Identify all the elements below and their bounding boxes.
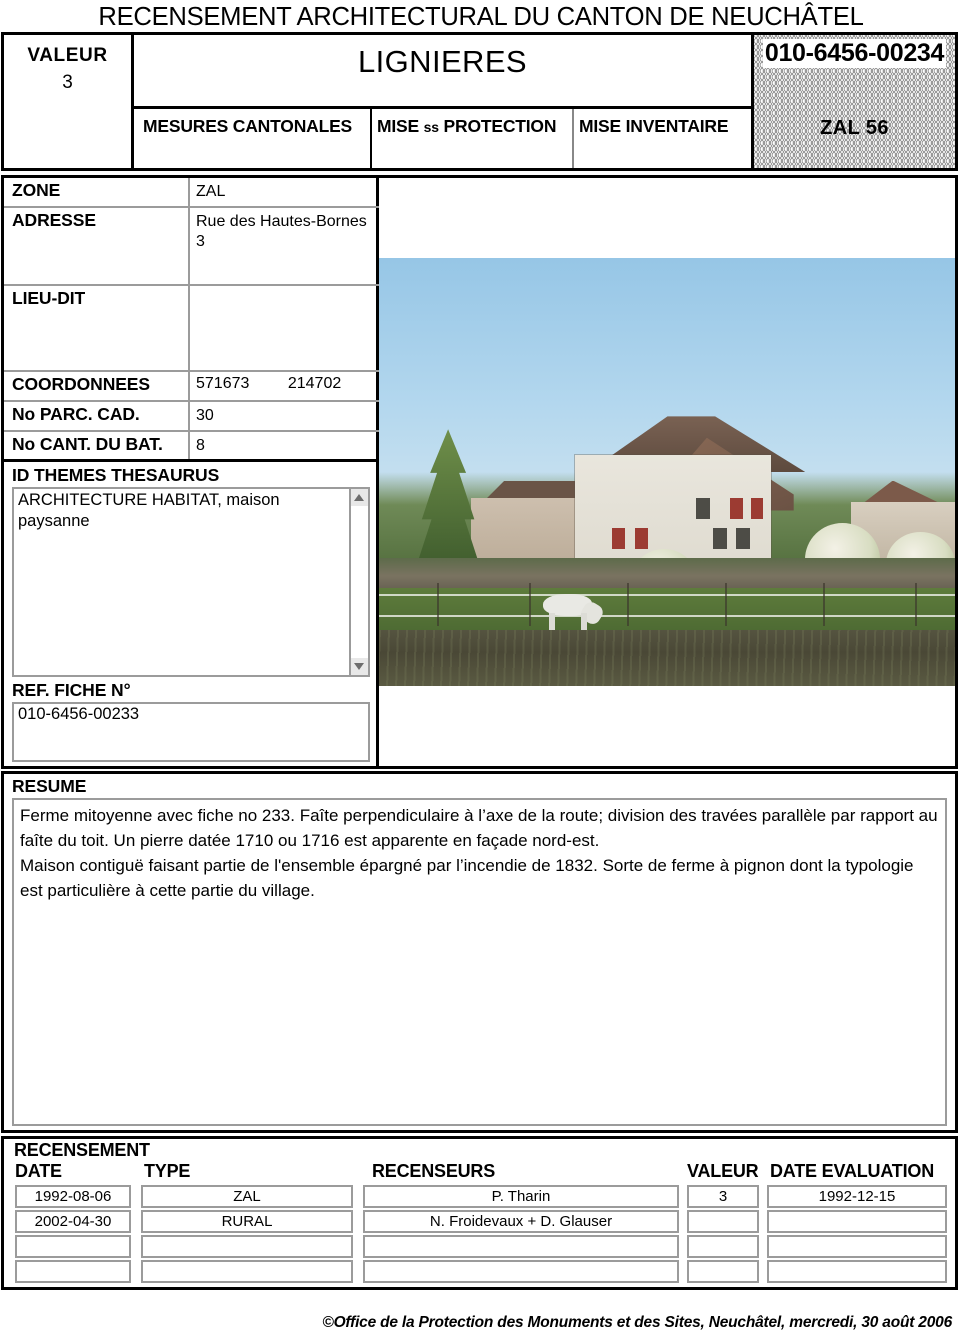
cell-valeur[interactable]: 3	[687, 1185, 759, 1208]
mise-inventaire-label: MISE INVENTAIRE	[579, 116, 729, 136]
recensement-title: RECENSEMENT	[14, 1140, 150, 1160]
photo-window	[736, 528, 750, 549]
fiche-zone-code: ZAL 56	[820, 117, 889, 139]
photo-window	[713, 528, 727, 549]
header-block	[1, 32, 958, 171]
cell-date[interactable]	[15, 1235, 131, 1258]
column-divider	[188, 286, 190, 370]
cell-date[interactable]	[15, 1260, 131, 1283]
resume-block	[1, 771, 958, 1133]
photo-field-furrows	[379, 630, 955, 686]
resume-textarea[interactable]	[12, 798, 947, 1126]
column-divider	[188, 402, 190, 430]
cell-recenseurs[interactable]: P. Tharin	[363, 1185, 679, 1208]
column-header-recenseurs: RECENSEURS	[372, 1161, 496, 1181]
building-photograph	[379, 258, 955, 686]
photo-shutter	[730, 498, 743, 519]
cell-recenseurs[interactable]	[363, 1235, 679, 1258]
fiche-id-number: 010-6456-00234	[764, 39, 945, 67]
cell-date[interactable]: 1992-08-06	[15, 1185, 131, 1208]
label-no-cant-du-bat: No CANT. DU BAT.	[12, 434, 163, 454]
column-header-valeur: VALEUR	[687, 1161, 759, 1181]
resume-paragraph-2: Maison contiguë faisant partie de l'ensemble épargné par l’incendie de 1832. Sorte de ferme à pignon dont la typologie est particulière à cette partie du village.	[20, 856, 914, 900]
cell-recenseurs[interactable]: N. Froidevaux + D. Glauser	[363, 1210, 679, 1233]
cell-type[interactable]: RURAL	[141, 1210, 353, 1233]
value-zone[interactable]: ZAL	[196, 183, 226, 200]
measures-row	[134, 109, 751, 168]
table-row	[4, 1210, 955, 1235]
resume-title: RESUME	[12, 776, 87, 796]
cell-recenseurs[interactable]	[363, 1260, 679, 1283]
cell-type[interactable]	[141, 1260, 353, 1283]
coordonnee-x: 571673	[196, 375, 250, 392]
photo-fence-tape	[379, 615, 955, 617]
ref-fiche-title: REF. FICHE N°	[12, 680, 131, 700]
table-row	[4, 1235, 955, 1260]
cell-date-evaluation[interactable]	[767, 1235, 947, 1258]
label-no-parc-cad: No PARC. CAD.	[12, 404, 140, 424]
field-row-lieu-dit	[4, 286, 379, 372]
label-adresse: ADRESSE	[12, 210, 96, 230]
coordonnee-y: 214702	[287, 375, 342, 392]
field-row-no-cantonal-batiment	[4, 432, 379, 462]
thesaurus-title: ID THEMES THESAURUS	[12, 465, 220, 485]
resume-text	[20, 803, 938, 903]
thesaurus-textarea[interactable]	[12, 487, 370, 677]
thesaurus-text: ARCHITECTURE HABITAT, maison paysanne	[18, 491, 280, 530]
identification-column	[4, 178, 379, 766]
table-row	[4, 1185, 955, 1210]
photo-garden-wall	[379, 558, 955, 588]
value-no-parc-cad[interactable]: 30	[196, 407, 214, 424]
column-header-date: DATE	[15, 1161, 62, 1181]
mise-inventaire-cell[interactable]	[574, 109, 751, 168]
mesures-cantonales-label: MESURES CANTONALES	[143, 116, 353, 136]
table-row	[4, 1260, 955, 1285]
valeur-value: 3	[62, 72, 73, 93]
photo-fence-post	[915, 583, 917, 626]
mise-ss-protection-label-main: MISE	[377, 116, 419, 136]
value-no-cant-du-bat[interactable]: 8	[196, 437, 205, 454]
photo-fence-post	[529, 583, 531, 626]
cell-valeur[interactable]	[687, 1210, 759, 1233]
mise-ss-protection-label-end: PROTECTION	[443, 116, 557, 136]
photo-fence-post	[627, 583, 629, 626]
field-row-zone	[4, 178, 379, 208]
photo-fence-post	[725, 583, 727, 626]
field-row-coordonnees	[4, 372, 379, 402]
ref-fiche-value: 010-6456-00233	[18, 705, 140, 723]
valeur-label: VALEUR	[27, 45, 108, 66]
identification-photo-block	[1, 175, 958, 769]
column-divider	[188, 372, 190, 400]
photo-fence-tape	[379, 594, 955, 596]
recensement-block	[1, 1136, 958, 1290]
value-adresse[interactable]: Rue des Hautes-Bornes 3	[196, 213, 367, 250]
resume-paragraph-1: Ferme mitoyenne avec fiche no 233. Faîte perpendiculaire à l’axe de la route; division des travées parallèle par rapport au faîte du toit. Un pierre datée 1710 ou 1716 est apparente en façade nord-est.	[20, 806, 938, 850]
column-divider	[188, 178, 190, 206]
photo-window	[696, 498, 710, 519]
mesures-cantonales-cell[interactable]	[134, 109, 372, 168]
cell-type[interactable]: ZAL	[141, 1185, 353, 1208]
page-title: RECENSEMENT ARCHITECTURAL DU CANTON DE NEUCHÂTEL	[98, 1, 864, 31]
cell-type[interactable]	[141, 1235, 353, 1258]
scroll-down-arrow-icon[interactable]	[351, 658, 368, 675]
field-row-parcelle-cadastrale	[4, 402, 379, 432]
commune-cell	[134, 35, 751, 109]
cell-date-evaluation[interactable]: 1992-12-15	[767, 1185, 947, 1208]
cell-date-evaluation[interactable]	[767, 1260, 947, 1283]
scroll-up-arrow-icon[interactable]	[351, 489, 368, 506]
value-coordonnees[interactable]	[196, 375, 376, 393]
photo-horse-leg	[549, 613, 555, 632]
photo-shutter	[612, 528, 625, 549]
cell-valeur[interactable]	[687, 1260, 759, 1283]
photo-shutter	[635, 528, 648, 549]
column-header-date-evaluation: DATE EVALUATION	[770, 1161, 934, 1181]
column-header-type: TYPE	[144, 1161, 191, 1181]
field-row-adresse	[4, 208, 379, 286]
photo-fence-post	[823, 583, 825, 626]
cell-date[interactable]: 2002-04-30	[15, 1210, 131, 1233]
cell-valeur[interactable]	[687, 1235, 759, 1258]
column-divider	[188, 208, 190, 284]
photo-shutter	[751, 498, 764, 519]
recensement-rows	[4, 1185, 955, 1285]
photo-fence-post	[437, 583, 439, 626]
mise-ss-protection-cell[interactable]	[372, 109, 574, 168]
commune-name: LIGNIERES	[358, 44, 527, 79]
column-divider	[188, 432, 190, 459]
recensement-header-row	[4, 1161, 955, 1185]
valeur-cell	[4, 35, 134, 168]
identifier-box	[751, 35, 955, 168]
thesaurus-scrollbar[interactable]	[349, 489, 368, 675]
ref-fiche-field[interactable]	[12, 702, 370, 762]
label-zone: ZONE	[12, 180, 61, 200]
photo-horse-leg	[581, 613, 587, 632]
photo-column	[379, 178, 955, 766]
cell-date-evaluation[interactable]	[767, 1210, 947, 1233]
label-lieu-dit: LIEU-DIT	[12, 288, 86, 308]
label-coordonnees: COORDONNEES	[12, 374, 150, 394]
footer-copyright: ©Office de la Protection des Monuments et des Sites, Neuchâtel, mercredi, 30 août 2006	[322, 1314, 952, 1331]
mise-ss-protection-label-sub: ss	[423, 119, 439, 135]
